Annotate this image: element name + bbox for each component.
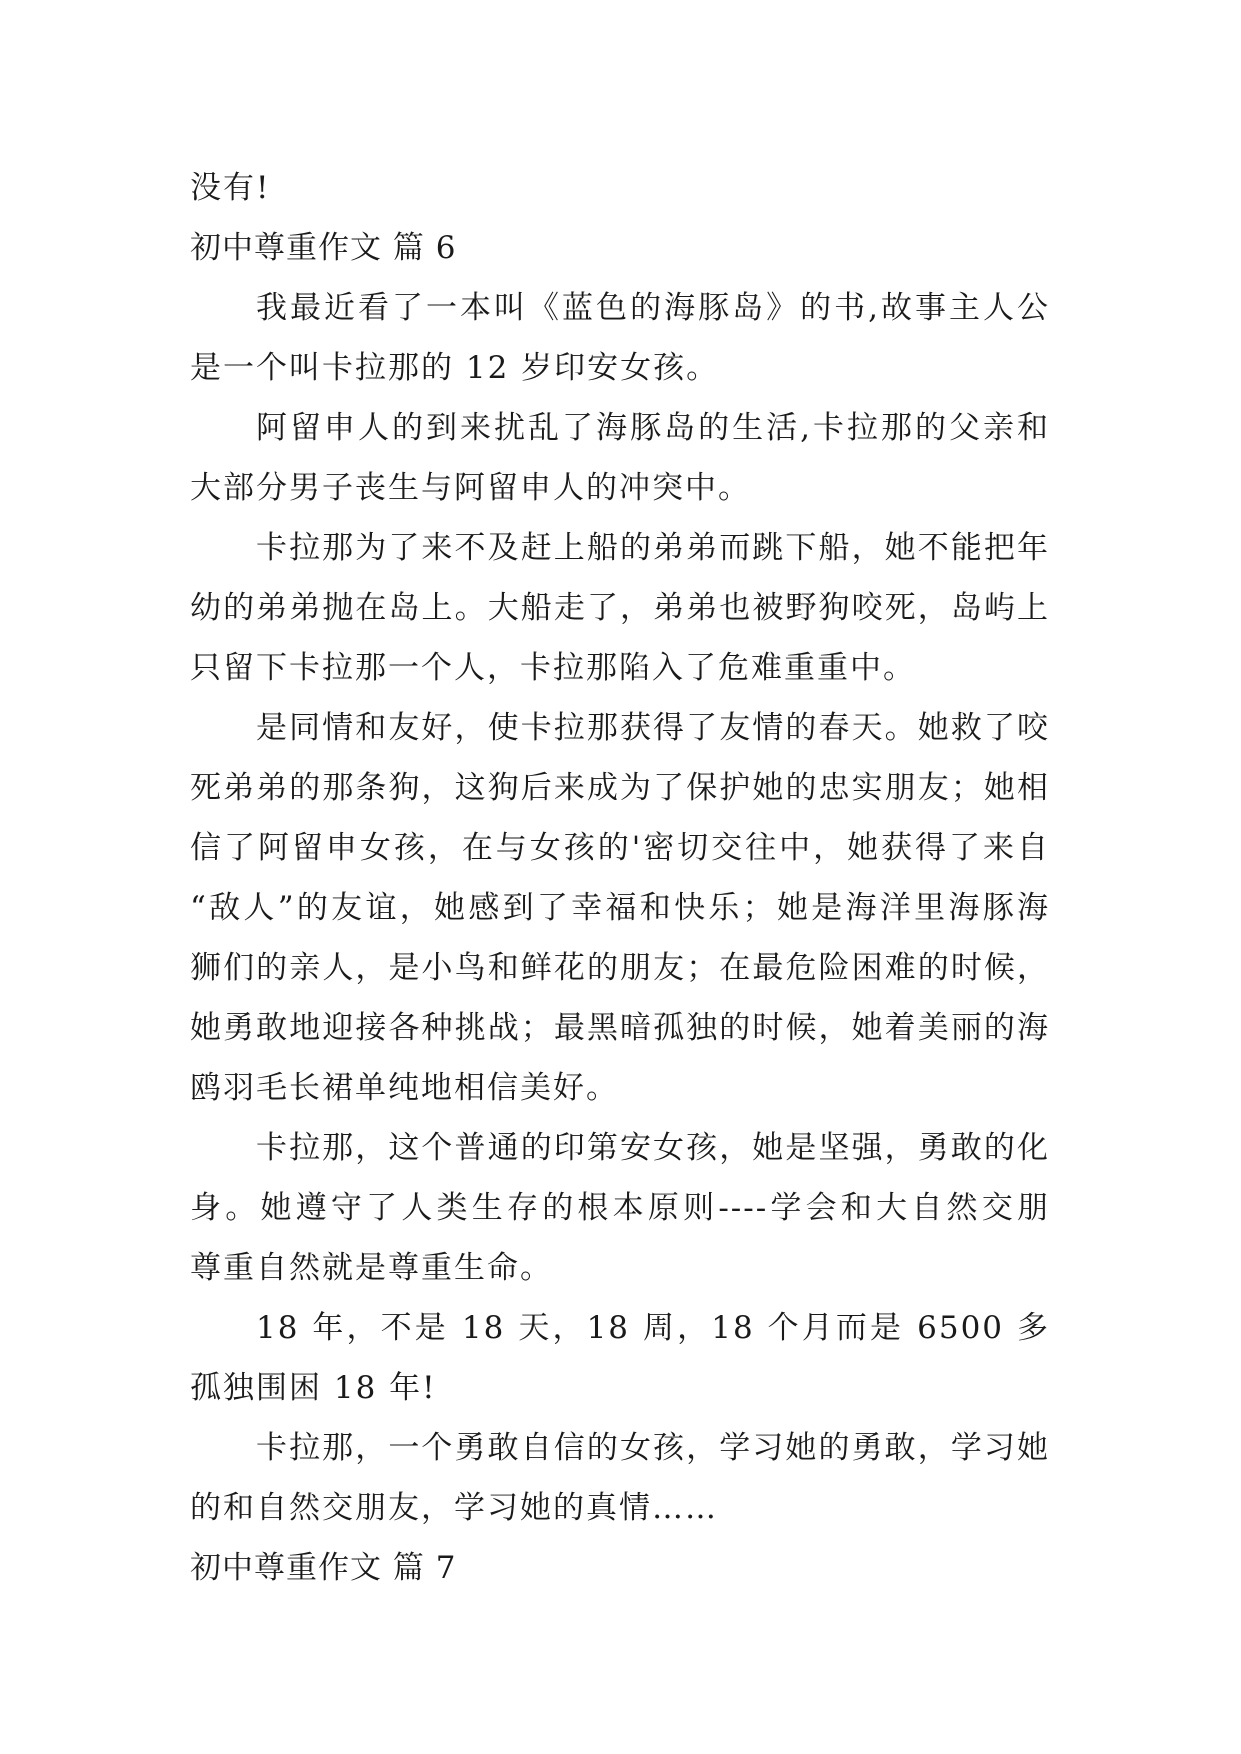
section-heading: 初中尊重作文 篇 6	[190, 230, 457, 266]
paragraph-line: 死弟弟的那条狗，这狗后来成为了保护她的忠实朋友；她相	[190, 770, 1050, 806]
paragraph-line: 身。她遵守了人类生存的根本原则----学会和大自然交朋	[190, 1190, 1050, 1226]
paragraph-line: 的和自然交朋友，学习她的真情……	[190, 1490, 718, 1526]
paragraph-line: 信了阿留申女孩，在与女孩的'密切交往中，她获得了来自	[190, 830, 1050, 866]
paragraph-line: 大部分男子丧生与阿留申人的冲突中。	[190, 470, 751, 506]
document-body	[190, 158, 1050, 1598]
paragraph-line: 是同情和友好，使卡拉那获得了友情的春天。她救了咬	[256, 710, 1050, 746]
paragraph-line: 尊重自然就是尊重生命。	[190, 1250, 553, 1286]
section-heading: 初中尊重作文 篇 7	[190, 1550, 457, 1586]
paragraph-line: 阿留申人的到来扰乱了海豚岛的生活,卡拉那的父亲和	[256, 410, 1050, 446]
paragraph-line: 她勇敢地迎接各种挑战；最黑暗孤独的时候，她着美丽的海	[190, 1010, 1050, 1046]
paragraph-line: 我最近看了一本叫《蓝色的海豚岛》的书,故事主人公	[256, 290, 1050, 326]
paragraph-line: 是一个叫卡拉那的 12 岁印安女孩。	[190, 350, 720, 386]
paragraph-line: 鸥羽毛长裙单纯地相信美好。	[190, 1070, 619, 1106]
paragraph-line: 18 年，不是 18 天，18 周，18 个月而是 6500 多	[256, 1310, 1050, 1346]
paragraph-line: 狮们的亲人，是小鸟和鲜花的朋友；在最危险困难的时候，	[190, 950, 1050, 986]
paragraph-line: “敌人”的友谊，她感到了幸福和快乐；她是海洋里海豚海	[190, 890, 1050, 926]
paragraph-line: 卡拉那，一个勇敢自信的女孩，学习她的勇敢，学习她	[256, 1430, 1050, 1466]
paragraph-line: 卡拉那为了来不及赶上船的弟弟而跳下船，她不能把年	[256, 530, 1050, 566]
paragraph-line: 卡拉那，这个普通的印第安女孩，她是坚强，勇敢的化	[256, 1130, 1050, 1166]
paragraph-line: 幼的弟弟抛在岛上。大船走了，弟弟也被野狗咬死，岛屿上	[190, 590, 1050, 626]
paragraph-line: 没有!	[190, 170, 271, 206]
paragraph-line: 孤独围困 18 年!	[190, 1370, 437, 1406]
paragraph-line: 只留下卡拉那一个人，卡拉那陷入了危难重重中。	[190, 650, 916, 686]
